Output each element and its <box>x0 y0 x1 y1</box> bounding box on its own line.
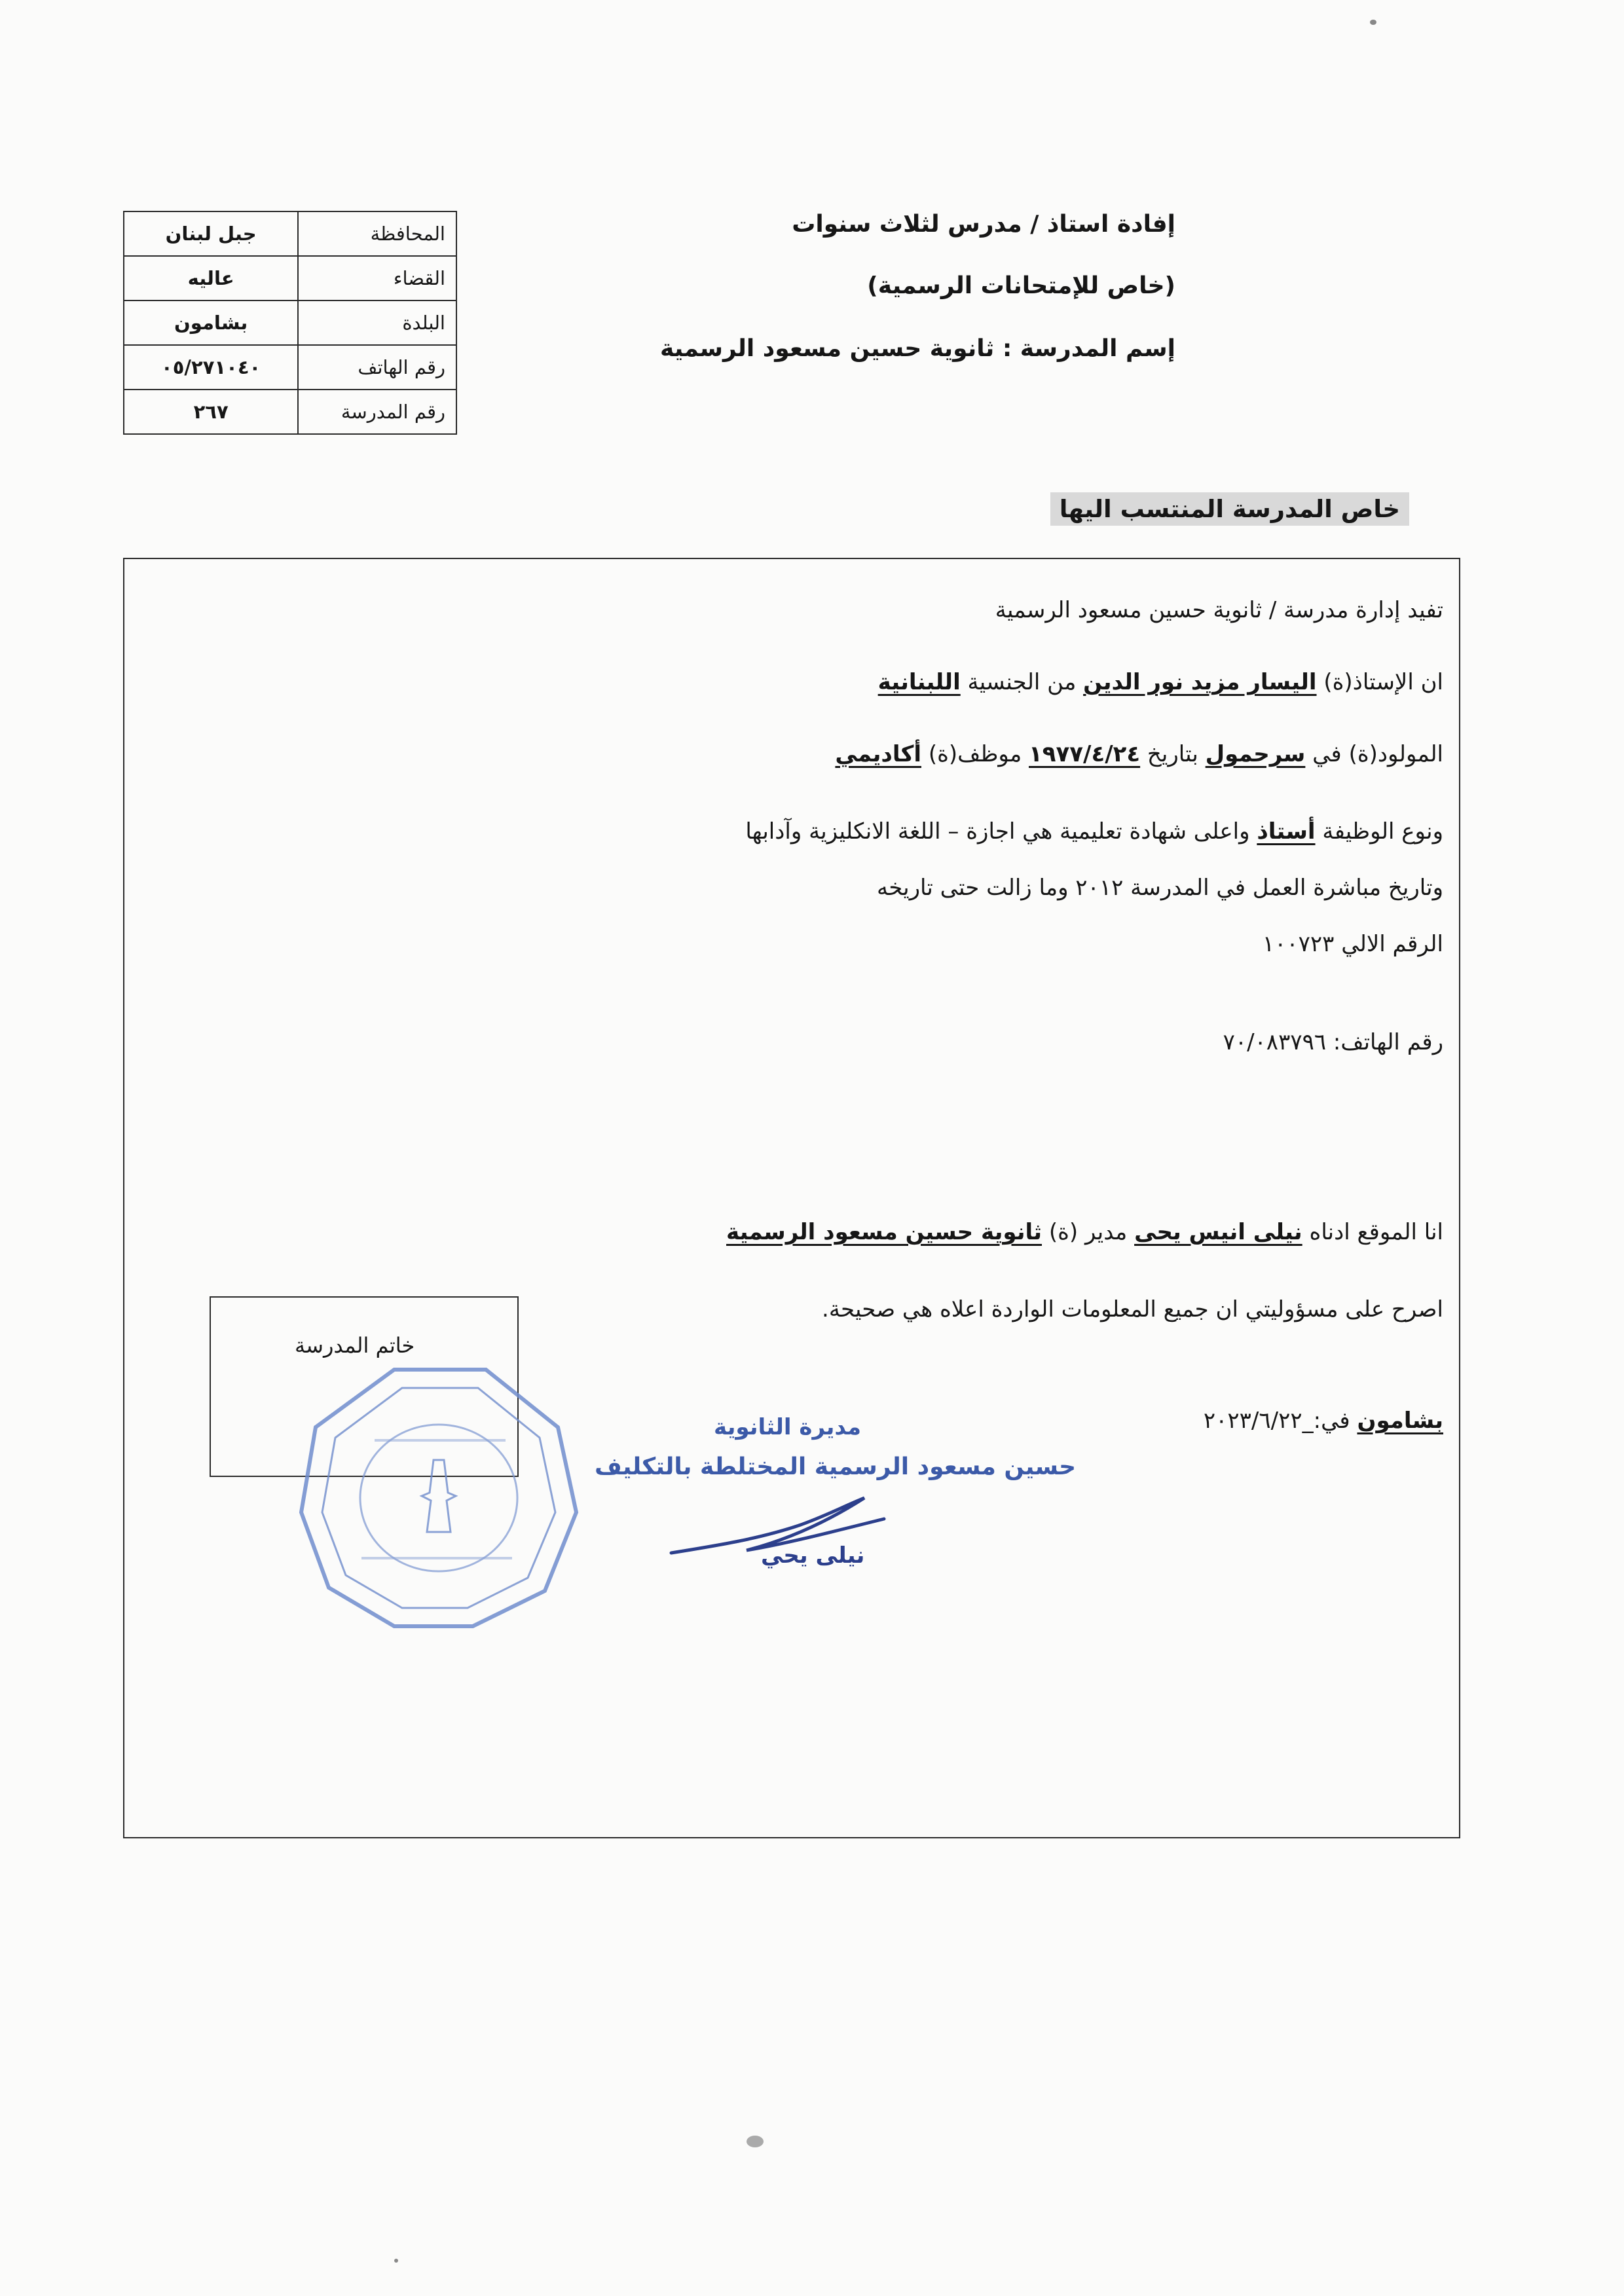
text: موظف(ة) <box>921 741 1029 767</box>
text: انا الموقع ادناه <box>1302 1219 1443 1245</box>
table-row <box>124 345 456 390</box>
director-name: نيلى انيس يحى <box>1134 1219 1302 1245</box>
table-value: ٢٦٧ <box>124 390 298 434</box>
body-line-7: رقم الهاتف: ٧٠/٠٨٣٧٩٦ <box>1223 1029 1443 1055</box>
signatory-name: نيلى يحي <box>761 1542 865 1569</box>
scan-speck <box>394 2259 398 2263</box>
body-line-4 <box>745 818 1443 845</box>
school-name-line: إسم المدرسة : ثانوية حسين مسعود الرسمية <box>659 335 1175 362</box>
seal-school: حسين مسعود الرسمية المختلطة بالتكليف <box>595 1453 1077 1480</box>
text: ونوع الوظيفة <box>1315 818 1443 845</box>
table-value: عاليه <box>124 256 298 301</box>
place: بشامون <box>1357 1408 1443 1434</box>
table-value: ٠٥/٢٧١٠٤٠ <box>124 345 298 390</box>
document-subtitle: (خاص للإمتحانات الرسمية) <box>867 272 1175 299</box>
text: من الجنسية <box>960 669 1084 695</box>
body-line-1: تفيد إدارة مدرسة / ثانوية حسين مسعود الرسمية <box>995 597 1443 623</box>
employment-status: أكاديمي <box>835 741 922 767</box>
table-label: رقم الهاتف <box>298 345 456 390</box>
table-label: البلدة <box>298 301 456 345</box>
body-line-8 <box>726 1219 1443 1245</box>
text: المولود(ة) في <box>1305 741 1443 767</box>
table-row <box>124 211 456 256</box>
birthplace: سرحمول <box>1205 741 1306 767</box>
info-table <box>123 211 457 435</box>
teacher-name: اليسار مزيد نور الدين <box>1083 669 1317 695</box>
body-line-5: وتاريخ مباشرة العمل في المدرسة ٢٠١٢ وما زالت حتى تاريخه <box>876 875 1443 901</box>
table-label: القضاء <box>298 256 456 301</box>
text: في:_ <box>1302 1408 1357 1434</box>
official-seal-icon <box>296 1362 581 1631</box>
table-row <box>124 256 456 301</box>
body-line-2 <box>878 669 1443 695</box>
body-line-6: الرقم الالي ١٠٠٧٢٣ <box>1262 931 1443 957</box>
document-title: إفادة استاذ / مدرس لثلاث سنوات <box>792 211 1175 238</box>
director-school: ثانوية حسين مسعود الرسمية <box>726 1219 1043 1245</box>
scan-speck <box>1370 20 1376 25</box>
body-line-10 <box>1204 1408 1443 1434</box>
table-row <box>124 390 456 434</box>
table-value: جبل لبنان <box>124 211 298 256</box>
body-line-9: اصرح على مسؤوليتي ان جميع المعلومات الواردة اعلاه هي صحيحة. <box>822 1296 1443 1322</box>
text: واعلى شهادة تعليمية هي اجازة – اللغة الانكليزية وآدابها <box>745 818 1257 845</box>
stamp-label: خاتم المدرسة <box>295 1333 415 1358</box>
scan-speck <box>747 2136 764 2147</box>
body-line-3 <box>835 741 1443 767</box>
text: بتاريخ <box>1140 741 1206 767</box>
table-label: رقم المدرسة <box>298 390 456 434</box>
nationality: اللبنانية <box>877 669 961 695</box>
job-type: أستاذ <box>1257 818 1316 845</box>
table-value: بشامون <box>124 301 298 345</box>
date: ٢٠٢٣/٦/٢٢ <box>1203 1408 1302 1434</box>
seal-title: مديرة الثانوية <box>714 1414 862 1440</box>
birthdate: ١٩٧٧/٤/٢٤ <box>1029 741 1141 767</box>
text: ان الإستاذ(ة) <box>1316 669 1443 695</box>
text: مدير (ة) <box>1042 1219 1135 1245</box>
table-row <box>124 301 456 345</box>
section-title: خاص المدرسة المنتسب اليها <box>1050 492 1409 526</box>
table-label: المحافظة <box>298 211 456 256</box>
